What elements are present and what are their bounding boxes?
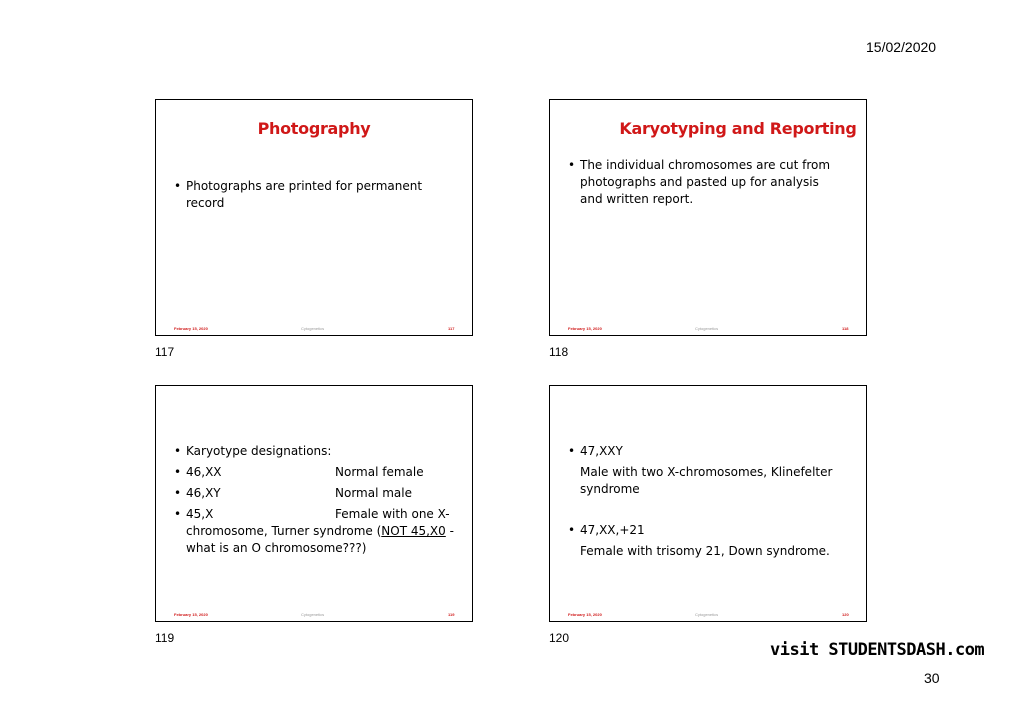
bullet-item: • Photographs are printed for permanent record [174, 179, 423, 210]
slide-footer-date: February 15, 2020 [568, 326, 602, 331]
slide-title: Karyotyping and Reporting [619, 119, 857, 138]
slide-footer-number: 119 [448, 612, 455, 617]
bullet-icon: • [174, 444, 182, 458]
slide-footer-topic: Cytogenetics [301, 326, 325, 331]
bullet-item: • 46,XY Normal male [174, 486, 412, 500]
slide-footer-topic: Cytogenetics [695, 612, 719, 617]
slide-footer-topic: Cytogenetics [695, 326, 719, 331]
bullet-icon: • [568, 158, 576, 172]
bullet-item: • Karyotype designations: [174, 444, 332, 458]
slide-120 [549, 385, 867, 622]
bullet-icon: • [174, 179, 182, 193]
bullet-icon: • [174, 486, 182, 500]
page-number: 30 [924, 670, 940, 686]
slide-footer-date: February 15, 2020 [568, 612, 602, 617]
watermark-text: visit STUDENTSDASH.com [770, 640, 985, 660]
bullet-icon: • [568, 444, 576, 458]
slide-footer-number: 117 [448, 326, 455, 331]
slide-page-label: 117 [155, 345, 175, 359]
slide-footer-date: February 15, 2020 [174, 326, 208, 331]
slide-119 [155, 385, 473, 622]
slide-117 [155, 99, 473, 336]
slide-118 [549, 99, 867, 336]
bullet-item: • 46,XX Normal female [174, 465, 424, 479]
bullet-item: • 45,X Female with one X- chromosome, Turner syndrome (NOT 45,X0 - what is an O chromosome???) [174, 507, 454, 555]
slide-title: Photography [257, 119, 371, 138]
bullet-icon: • [568, 523, 576, 537]
bullet-item: • The individual chromosomes are cut from photographs and pasted up for analysis and written report. [568, 158, 831, 206]
bullet-item: • 47,XX,+21 Female with trisomy 21, Down syndrome. [568, 523, 830, 558]
slide-page-label: 118 [549, 345, 569, 359]
bullet-icon: • [174, 465, 182, 479]
slide-footer-topic: Cytogenetics [301, 612, 325, 617]
underlined-text: NOT 45,X0 [381, 524, 446, 538]
bullet-item: • 47,XXY Male with two X-chromosomes, Klinefelter syndrome [568, 444, 833, 496]
slide-footer-date: February 15, 2020 [174, 612, 208, 617]
slide-footer-number: 120 [842, 612, 849, 617]
bullet-icon: • [174, 507, 182, 521]
header-date: 15/02/2020 [866, 39, 937, 55]
slide-page-label: 120 [549, 631, 570, 645]
slide-page-label: 119 [155, 631, 175, 645]
slide-footer-number: 118 [842, 326, 849, 331]
